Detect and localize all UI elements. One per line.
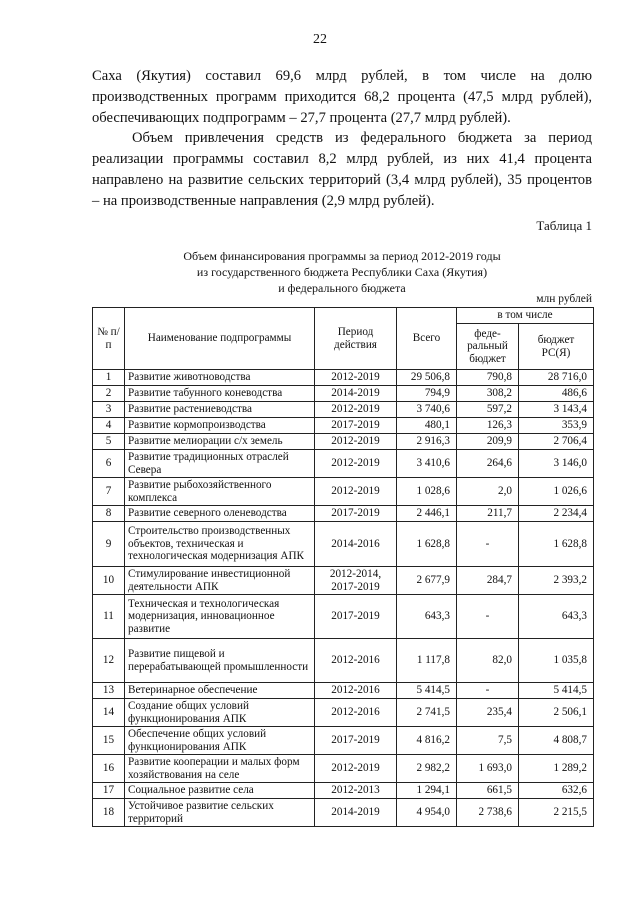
row-federal: 790,8 [457,370,519,386]
financing-table [92,307,594,827]
table-row [93,799,594,827]
header-period: Период действия [315,308,397,370]
row-name: Развитие мелиорации с/х земель [125,434,315,450]
row-name: Техническая и технологическая модернизация, инновационное развитие [125,595,315,639]
row-number: 5 [93,434,125,450]
row-period: 2014-2016 [315,522,397,567]
row-number: 6 [93,450,125,478]
paragraph-2-line: Объем привлечения средств из федерального бюджета за период [132,130,592,146]
row-regional: 2 215,5 [519,799,594,827]
paragraph-1-line: производственных программ приходится 68,2 процента (47,5 млрд рублей), [92,89,592,105]
table-row [93,478,594,506]
table-row [93,386,594,402]
paragraph-2-line: – на производственные направления (2,9 млрд рублей). [92,193,435,209]
row-regional: 1 035,8 [519,639,594,683]
row-period: 2012-2013 [315,783,397,799]
row-regional: 3 146,0 [519,450,594,478]
row-federal: 126,3 [457,418,519,434]
row-number: 2 [93,386,125,402]
row-federal: 209,9 [457,434,519,450]
row-total: 643,3 [397,595,457,639]
row-name: Стимулирование инвестиционной деятельности АПК [125,567,315,595]
row-number: 7 [93,478,125,506]
row-name: Развитие кооперации и малых форм хозяйствования на селе [125,755,315,783]
row-federal: 1 693,0 [457,755,519,783]
row-regional: 3 143,4 [519,402,594,418]
table-title-line: Объем финансирования программы за период 2012-2019 годы [183,249,501,263]
row-total: 2 677,9 [397,567,457,595]
row-number: 3 [93,402,125,418]
row-period: 2017-2019 [315,727,397,755]
row-federal: - [457,683,519,699]
row-regional: 1 289,2 [519,755,594,783]
paragraph-1 [92,66,592,129]
row-number: 15 [93,727,125,755]
row-federal: 2 738,6 [457,799,519,827]
row-federal: 308,2 [457,386,519,402]
row-total: 1 294,1 [397,783,457,799]
row-total: 2 741,5 [397,699,457,727]
row-total: 3 740,6 [397,402,457,418]
row-total: 1 028,6 [397,478,457,506]
table-title-line: и федерального бюджета [278,281,406,295]
table-row [93,683,594,699]
row-regional: 353,9 [519,418,594,434]
row-name: Развитие северного оленеводства [125,506,315,522]
row-federal: 284,7 [457,567,519,595]
row-federal: 597,2 [457,402,519,418]
paragraph-1-line: обеспечивающих подпрограмм – 27,7 процента (27,7 млрд рублей). [92,110,511,126]
row-name: Развитие растениеводства [125,402,315,418]
table-row [93,567,594,595]
row-number: 8 [93,506,125,522]
table-row [93,595,594,639]
row-period: 2012-2016 [315,699,397,727]
row-number: 1 [93,370,125,386]
row-name: Создание общих условий функционирования АПК [125,699,315,727]
row-number: 4 [93,418,125,434]
row-name: Развитие табунного коневодства [125,386,315,402]
row-regional: 1 026,6 [519,478,594,506]
row-number: 12 [93,639,125,683]
table-row [93,639,594,683]
row-name: Устойчивое развитие сельских территорий [125,799,315,827]
row-regional: 632,6 [519,783,594,799]
row-regional: 2 506,1 [519,699,594,727]
row-name: Развитие традиционных отраслей Севера [125,450,315,478]
row-federal: 82,0 [457,639,519,683]
paragraph-1-line: Саха (Якутия) составил 69,6 млрд рублей, в том числе на долю [92,68,592,84]
row-total: 2 982,2 [397,755,457,783]
row-number: 9 [93,522,125,567]
row-federal: 264,6 [457,450,519,478]
row-period: 2012-2019 [315,755,397,783]
row-name: Развитие рыбохозяйственного комплекса [125,478,315,506]
row-federal: 7,5 [457,727,519,755]
row-total: 4 816,2 [397,727,457,755]
row-total: 794,9 [397,386,457,402]
row-regional: 2 393,2 [519,567,594,595]
row-period: 2012-2019 [315,402,397,418]
row-name: Развитие кормопроизводства [125,418,315,434]
header-including: в том числе [457,308,594,324]
row-regional: 643,3 [519,595,594,639]
row-regional: 4 808,7 [519,727,594,755]
row-total: 2 446,1 [397,506,457,522]
row-federal: 211,7 [457,506,519,522]
units-label: млн рублей [536,293,592,305]
row-federal: 2,0 [457,478,519,506]
row-regional: 1 628,8 [519,522,594,567]
row-name: Развитие пищевой и перерабатывающей промышленности [125,639,315,683]
table-label: Таблица 1 [536,218,592,233]
row-number: 10 [93,567,125,595]
table-title-line: из государственного бюджета Республики Саха (Якутия) [196,265,488,279]
table-row [93,434,594,450]
paragraph-2-line: направлено на развитие сельских территорий (3,4 млрд рублей), 35 процентов [92,172,592,188]
row-regional: 2 706,4 [519,434,594,450]
row-period: 2014-2019 [315,799,397,827]
row-period: 2012-2016 [315,639,397,683]
table-row [93,727,594,755]
paragraph-2 [92,128,592,212]
table-row [93,522,594,567]
row-period: 2012-2019 [315,370,397,386]
row-name: Строительство производственных объектов, техническая и технологическая модернизация АПК [125,522,315,567]
row-period: 2014-2019 [315,386,397,402]
row-total: 4 954,0 [397,799,457,827]
row-total: 3 410,6 [397,450,457,478]
table-row [93,783,594,799]
row-total: 480,1 [397,418,457,434]
header-num: № п/п [93,308,125,370]
row-period: 2012-2016 [315,683,397,699]
row-total: 5 414,5 [397,683,457,699]
table-title [92,248,592,296]
row-total: 1 117,8 [397,639,457,683]
page-number: 22 [313,32,327,47]
table-row [93,418,594,434]
row-number: 13 [93,683,125,699]
row-regional: 28 716,0 [519,370,594,386]
row-regional: 5 414,5 [519,683,594,699]
row-period: 2012-2019 [315,478,397,506]
row-period: 2017-2019 [315,506,397,522]
table-row [93,370,594,386]
row-total: 2 916,3 [397,434,457,450]
paragraph-2-line: реализации программы составил 8,2 млрд рублей, из них 41,4 процента [92,151,592,167]
header-name: Наименование подпрограммы [125,308,315,370]
row-name: Развитие животноводства [125,370,315,386]
row-period: 2017-2019 [315,418,397,434]
row-number: 16 [93,755,125,783]
header-federal: феде-ральный бюджет [457,324,519,370]
row-federal: 235,4 [457,699,519,727]
row-regional: 486,6 [519,386,594,402]
row-name: Обеспечение общих условий функционирования АПК [125,727,315,755]
row-period: 2017-2019 [315,595,397,639]
row-total: 1 628,8 [397,522,457,567]
row-period: 2012-2014, 2017-2019 [315,567,397,595]
row-number: 11 [93,595,125,639]
row-number: 14 [93,699,125,727]
row-period: 2012-2019 [315,450,397,478]
row-number: 17 [93,783,125,799]
row-name: Социальное развитие села [125,783,315,799]
header-regional: бюджет РС(Я) [519,324,594,370]
table-row [93,755,594,783]
row-number: 18 [93,799,125,827]
row-regional: 2 234,4 [519,506,594,522]
row-name: Ветеринарное обеспечение [125,683,315,699]
row-federal: 661,5 [457,783,519,799]
table-row [93,450,594,478]
row-federal: - [457,595,519,639]
table-row [93,699,594,727]
header-total: Всего [397,308,457,370]
table-body [93,370,594,827]
row-period: 2012-2019 [315,434,397,450]
row-total: 29 506,8 [397,370,457,386]
table-row [93,506,594,522]
row-federal: - [457,522,519,567]
table-row [93,402,594,418]
